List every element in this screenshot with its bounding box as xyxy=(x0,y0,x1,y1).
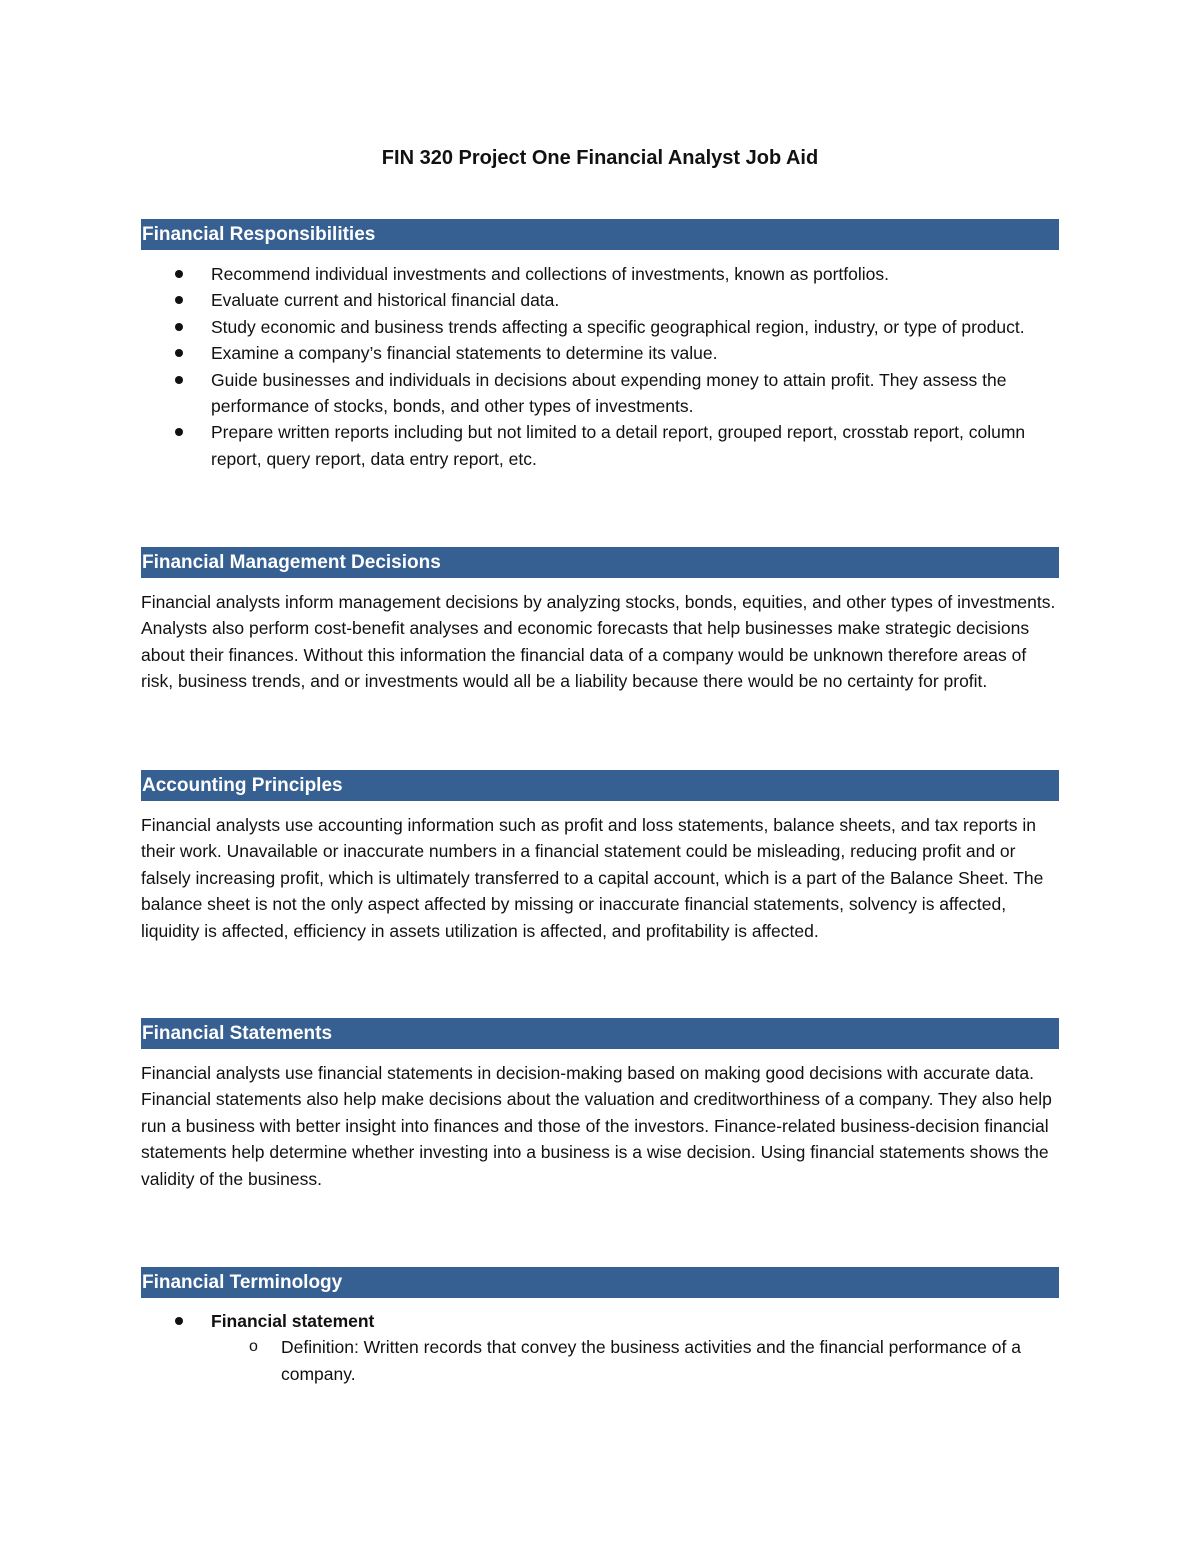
section-heading-responsibilities: Financial Responsibilities xyxy=(141,219,1059,250)
bullet-icon xyxy=(175,1317,183,1325)
terminology-body xyxy=(141,1308,1059,1387)
list-item-text: Evaluate current and historical financial data. xyxy=(211,290,560,311)
accounting-body xyxy=(141,812,1059,944)
responsibilities-list-container xyxy=(141,261,1059,472)
responsibilities-list xyxy=(141,261,1059,472)
section-heading-management: Financial Management Decisions xyxy=(141,547,1059,578)
list-item-text: Study economic and business trends affecting a specific geographical region, industry, or type of product. xyxy=(211,316,1025,337)
list-item-text: Prepare written reports including but not limited to a detail report, grouped report, crosstab report, column report, query report, data entry report, etc. xyxy=(211,422,1026,469)
terminology-list xyxy=(141,1308,1059,1334)
bullet-icon xyxy=(175,296,183,304)
bullet-icon xyxy=(175,323,183,331)
list-item-text: Recommend individual investments and collections of investments, known as portfolios. xyxy=(211,264,889,284)
term-item xyxy=(141,1308,1059,1334)
term-definition-item xyxy=(211,1334,1059,1387)
list-item xyxy=(141,419,1059,472)
list-item-text: Examine a company’s financial statements to determine its value. xyxy=(211,343,718,364)
list-item-text: Guide businesses and individuals in decisions about expending money to attain profit. They assess the performance of stocks, bonds, and other types of investments. xyxy=(211,369,1007,417)
bullet-icon xyxy=(175,428,183,436)
sub-bullet-icon: o xyxy=(249,1338,258,1356)
list-item xyxy=(141,261,1059,287)
bullet-icon xyxy=(175,349,183,357)
bullet-icon xyxy=(175,270,183,278)
section-heading-accounting: Accounting Principles xyxy=(141,770,1059,801)
accounting-paragraph: Financial analysts use accounting information such as profit and loss statements, balance sheets, and tax reports in their work. Unavailable or inaccurate numbers in a financial statement could be misleading, reducing profit and or falsely increasing profit, which is ultimately transferred to a capital account, which is a part of the Balance Sheet. The balance sheet is not the only aspect affected by missing or inaccurate financial statements, solvency is affected, liquidity is affected, efficiency in assets utilization is affected, and profitability is affected. xyxy=(141,815,1044,941)
list-item xyxy=(141,340,1059,366)
term-definition: Definition: Written records that convey the business activities and the financial performance of a company. xyxy=(281,1337,1021,1384)
statements-paragraph: Financial analysts use financial statements in decision-making based on making good decisions with accurate data. Financial statements also help make decisions about the valuation and creditworthiness of a company. They also help run a business with better insight into finances and those of the investors. Finance-related business-decision financial statements help determine whether investing into a business is a wise decision. Using financial statements shows the validity of the business. xyxy=(141,1063,1052,1189)
bullet-icon xyxy=(175,376,183,384)
management-body xyxy=(141,589,1059,695)
management-paragraph: Financial analysts inform management decisions by analyzing stocks, bonds, equities, and other types of investments. Analysts also perform cost-benefit analyses and economic forecasts that help businesses make strategic decisions about their finances. Without this information the financial data of a company would be unknown therefore areas of risk, business trends, and or investments would all be a liability because there would be no certainty for profit. xyxy=(141,592,1056,692)
list-item xyxy=(141,287,1059,313)
statements-body xyxy=(141,1060,1059,1192)
list-item xyxy=(141,314,1059,340)
term-definition-list xyxy=(141,1334,1059,1387)
section-heading-terminology: Financial Terminology xyxy=(141,1267,1059,1298)
term-name: Financial statement xyxy=(211,1311,375,1331)
document-title: FIN 320 Project One Financial Analyst Job Aid xyxy=(381,147,819,169)
list-item xyxy=(141,367,1059,420)
section-heading-statements: Financial Statements xyxy=(141,1018,1059,1049)
